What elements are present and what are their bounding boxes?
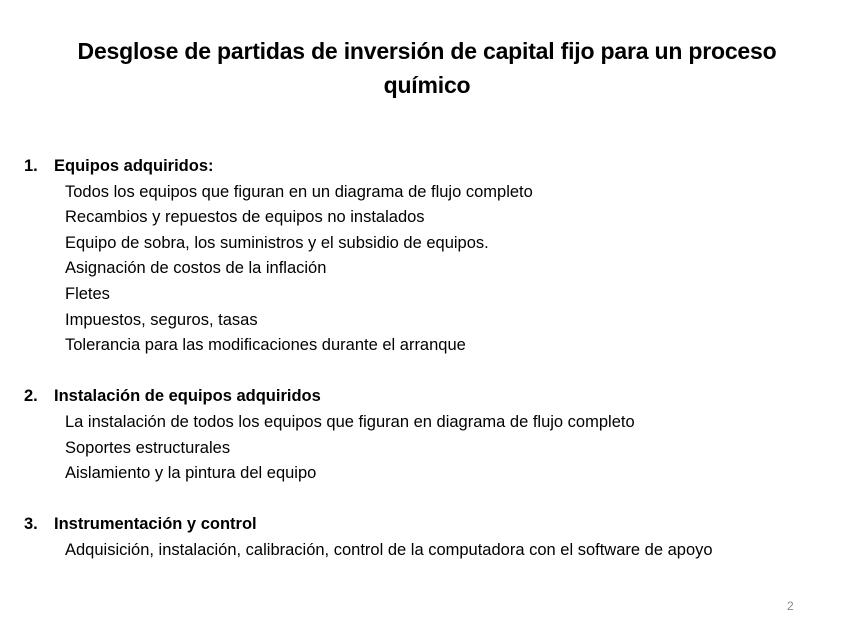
section-spacer (24, 487, 839, 513)
section-title: Instrumentación y control (54, 515, 257, 534)
list-item: Todos los equipos que figuran en un diagrama de flujo completo (65, 182, 533, 201)
section-number: 1. (24, 157, 38, 175)
list-item: Aislamiento y la pintura del equipo (65, 464, 317, 483)
page-title: Desglose de partidas de inversión de capital fijo para un proceso químico (77, 38, 777, 98)
section-title: Instalación de equipos adquiridos (54, 387, 321, 406)
section-number: 3. (24, 515, 38, 534)
list-item: Equipo de sobra, los suministros y el subsidio de equipos. (65, 233, 489, 252)
section-number: 2. (24, 387, 38, 406)
section-heading (24, 154, 839, 180)
list-item: Fletes (65, 284, 110, 303)
list-item: Tolerancia para las modificaciones durante el arranque (65, 336, 466, 355)
section-spacer (24, 359, 839, 385)
list-item: Asignación de costos de la inflación (65, 259, 327, 278)
list-item: Soportes estructurales (65, 438, 231, 457)
list-item: Impuestos, seguros, tasas (65, 310, 258, 329)
content-list (24, 154, 839, 564)
list-item: La instalación de todos los equipos que figuran en diagrama de flujo completo (65, 412, 635, 431)
page-number: 2 (787, 599, 794, 613)
list-item: Adquisición, instalación, calibración, control de la computadora con el software de apoyo (65, 540, 713, 559)
section-heading (24, 384, 839, 410)
section-heading (24, 512, 839, 538)
section-title: Equipos adquiridos: (54, 157, 214, 175)
list-item: Recambios y repuestos de equipos no instalados (65, 208, 425, 227)
